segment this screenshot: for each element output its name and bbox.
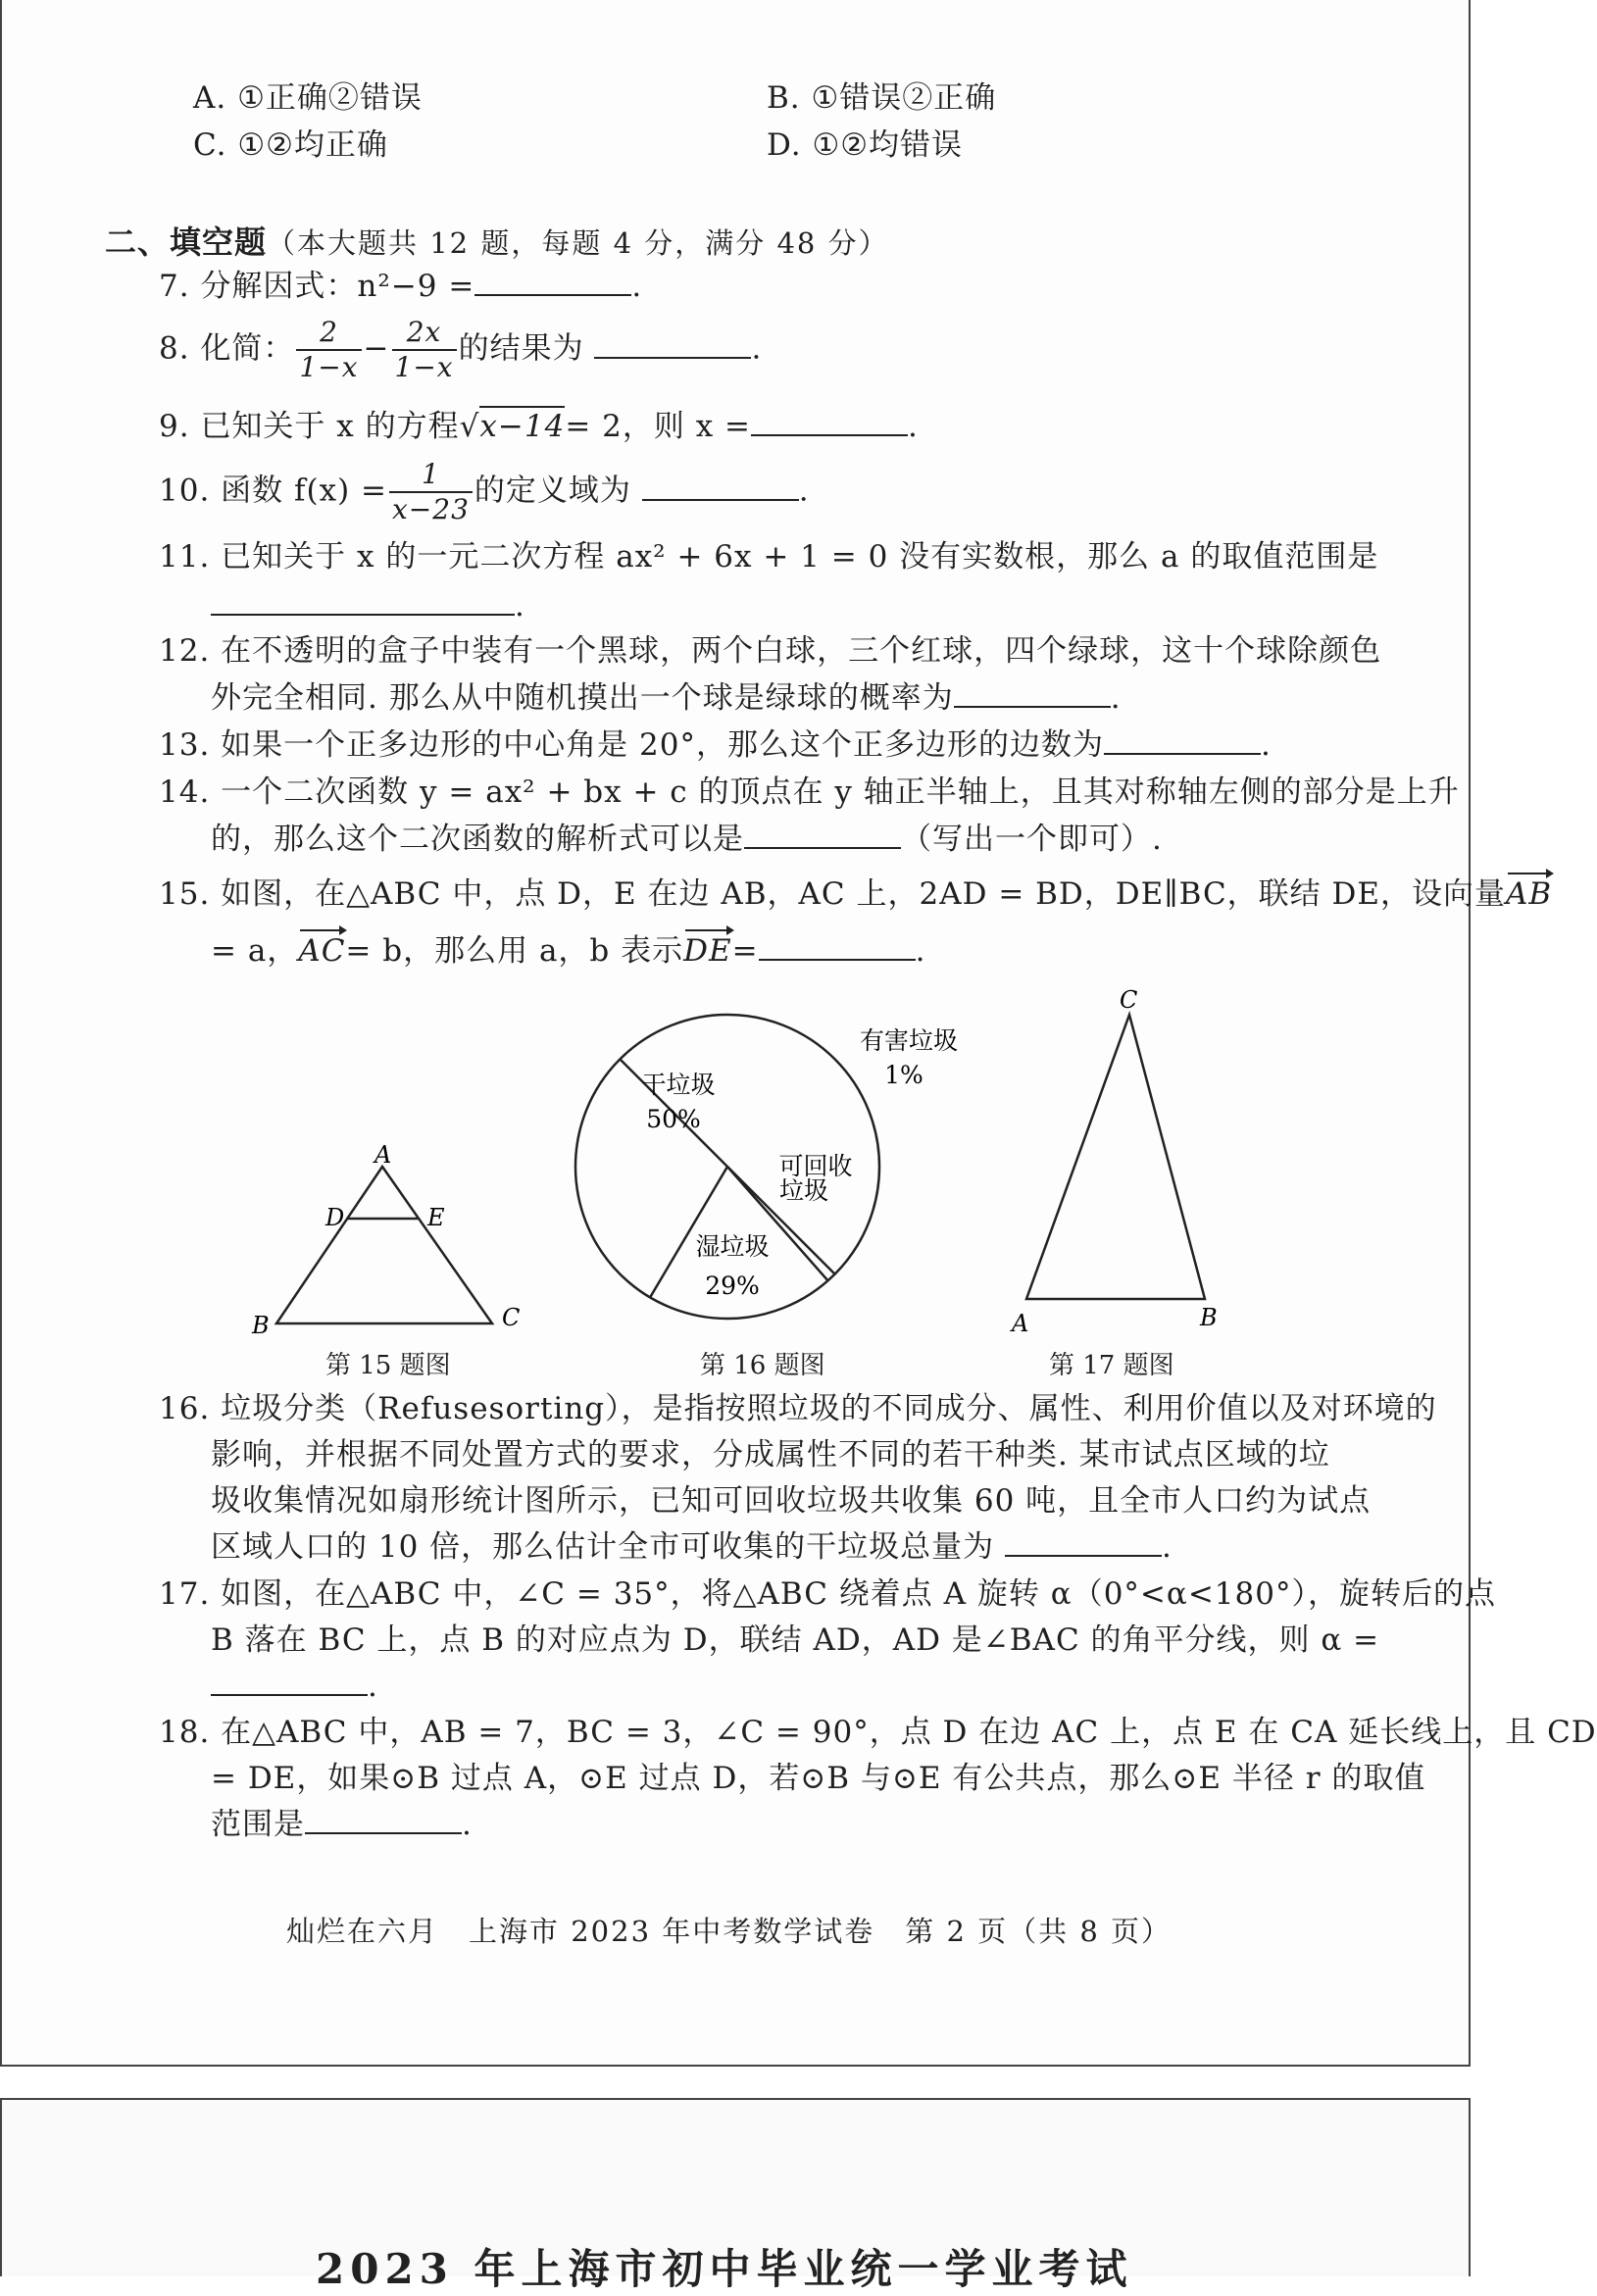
- answer-blank[interactable]: [211, 1665, 368, 1696]
- answer-blank[interactable]: [744, 818, 901, 849]
- fraction: $\frac{2x}{1-x}$: [392, 319, 457, 381]
- figure-17: [1010, 986, 1218, 1337]
- fraction: $\frac{1}{x-23}$: [389, 461, 473, 524]
- question-17: [159, 1572, 1496, 1616]
- label-b: B: [252, 1312, 270, 1339]
- question-number: 12.: [159, 633, 211, 669]
- question-9: 9. 已知关于 x 的方程√x−14= 2，则 x = .: [159, 405, 919, 448]
- question-16-line4: 区域人口的 10 倍，那么估计全市可收集的干垃圾总量为 .: [211, 1525, 1173, 1569]
- section-note: （本大题共 12 题，每题 4 分，满分 48 分）: [267, 226, 889, 260]
- label-c: C: [1120, 986, 1138, 1014]
- fraction: $\frac{2}{1-x}$: [296, 319, 361, 381]
- answer-blank[interactable]: [751, 405, 908, 436]
- question-text: 化简：: [200, 330, 295, 367]
- label-d: D: [325, 1204, 345, 1231]
- question-text: 已知关于 x 的方程: [200, 409, 460, 444]
- option-d: D. ①②均错误: [767, 127, 964, 163]
- question-18-line2: = DE，如果⊙B 过点 A，⊙E 过点 D，若⊙B 与⊙E 有公共点，那么⊙E 半径 r 的取值: [211, 1761, 1426, 1796]
- question-number: 18.: [159, 1715, 211, 1750]
- question-number: 9.: [159, 409, 190, 444]
- pie-label-dry: 干垃圾: [641, 1071, 716, 1099]
- question-text: 函数 f(x) =: [221, 473, 387, 509]
- option-c: C. ①②均正确: [193, 127, 388, 163]
- question-14-line2: 的，那么这个二次函数的解析式可以是 （写出一个即可）.: [211, 818, 1163, 861]
- question-text: 如果一个正多边形的中心角是 20°，那么这个正多边形的边数为: [221, 727, 1104, 763]
- question-18: [159, 1711, 1597, 1754]
- question-number: 13.: [159, 727, 211, 763]
- question-11: [159, 535, 1378, 578]
- question-text: 如图，在△ABC 中，∠C = 35°，将△ABC 绕着点 A 旋转 α（0°<α<180°），旋转后的点: [221, 1576, 1496, 1612]
- triangle-abc-15: [276, 1167, 492, 1323]
- pie-label-recycle-1: 可回收: [778, 1152, 853, 1180]
- q11-answer-line: .: [211, 584, 525, 627]
- section-heading: [105, 218, 889, 263]
- answer-blank[interactable]: [305, 1803, 462, 1834]
- question-number: 8.: [159, 330, 190, 367]
- vector-ac: AC: [298, 929, 345, 973]
- question-text: 在不透明的盒子中装有一个黑球，两个白球，三个红球，四个绿球，这十个球除颜色: [221, 633, 1382, 669]
- question-number: 15.: [159, 876, 211, 912]
- option-b: B. ①错误②正确: [767, 80, 997, 116]
- question-7: 7. 分解因式：n²−9 = .: [159, 265, 642, 308]
- question-15-line2: = a，AC= b，那么用 a，b 表示DE= .: [211, 929, 925, 973]
- figure-16-pie-chart: [575, 1015, 958, 1319]
- question-text: 如图，在△ABC 中，点 D，E 在边 AB，AC 上，2AD = BD，DE∥BC，联结 DE，设向量: [221, 876, 1506, 912]
- question-16-line2: 影响，并根据不同处置方式的要求，分成属性不同的若干种类. 某市试点区域的垃: [211, 1437, 1330, 1472]
- answer-blank[interactable]: [759, 929, 916, 961]
- question-16: [159, 1387, 1437, 1430]
- question-14: [159, 771, 1460, 814]
- question-12-line2: 外完全相同. 那么从中随机摸出一个球是绿球的概率为 .: [211, 676, 1122, 720]
- answer-blank[interactable]: [474, 265, 631, 296]
- label-a: A: [374, 1141, 392, 1169]
- answer-blank[interactable]: [211, 584, 515, 616]
- question-text: 已知关于 x 的一元二次方程 ax² + 6x + 1 = 0 没有实数根，那么 a 的取值范围是: [221, 539, 1379, 574]
- triangle-abc-17: [1026, 1015, 1205, 1299]
- caption-fig15: 第 15 题图: [325, 1351, 451, 1380]
- question-number: 16.: [159, 1391, 211, 1426]
- answer-blank[interactable]: [954, 676, 1111, 708]
- section-title: 二、填空题: [105, 224, 268, 261]
- question-number: 14.: [159, 774, 211, 810]
- radicand: x−14: [479, 406, 565, 444]
- question-text: 垃圾分类（Refusesorting），是指按照垃圾的不同成分、属性、利用价值以及对环境的: [221, 1391, 1437, 1426]
- next-page-fragment: [0, 2098, 1471, 2293]
- answer-blank[interactable]: [1104, 724, 1261, 755]
- vector-de: DE: [683, 929, 731, 973]
- question-text: 分解因式：n²−9 =: [200, 269, 475, 304]
- question-number: 17.: [159, 1576, 211, 1612]
- question-13: 13. 如果一个正多边形的中心角是 20°，那么这个正多边形的边数为 .: [159, 724, 1272, 767]
- figure-15: [251, 1141, 520, 1339]
- pie-label-hazard: 有害垃圾: [859, 1026, 959, 1055]
- option-a: A. ①正确②错误: [193, 80, 423, 116]
- question-number: 11.: [159, 539, 211, 574]
- pie-label-recycle-2: 垃圾: [778, 1176, 829, 1205]
- q17-answer-line: .: [211, 1665, 378, 1708]
- question-12: [159, 629, 1381, 673]
- label-b: B: [1200, 1304, 1218, 1331]
- label-e: E: [427, 1204, 445, 1231]
- question-text: 在△ABC 中，AB = 7，BC = 3，∠C = 90°，点 D 在边 AC 上，点 E 在 CA 延长线上，且 CD: [221, 1715, 1597, 1750]
- question-number: 10.: [159, 473, 211, 509]
- next-page-title: 2023 年上海市初中毕业统一学业考试: [316, 2245, 1133, 2293]
- question-18-line3: 范围是 .: [211, 1803, 473, 1846]
- question-text: 一个二次函数 y = ax² + bx + c 的顶点在 y 轴正半轴上，且其对称轴左侧的部分是上升: [221, 774, 1460, 810]
- pie-label-wet-pct: 29%: [705, 1272, 760, 1300]
- label-a: A: [1012, 1310, 1029, 1337]
- answer-blank[interactable]: [1005, 1525, 1162, 1557]
- figures-area: [2, 971, 1472, 1382]
- question-8: 8. 化简： $\frac{2}{1-x}$ − $\frac{2x}{1-x}$ 的结果为 .: [159, 316, 763, 383]
- caption-fig17: 第 17 题图: [1049, 1351, 1174, 1380]
- vector-ab: AB: [1506, 873, 1552, 916]
- question-number: 7.: [159, 269, 190, 304]
- question-15: [159, 873, 1552, 916]
- pie-label-dry-pct: 50%: [646, 1105, 701, 1133]
- label-c: C: [502, 1304, 521, 1331]
- caption-fig16: 第 16 题图: [700, 1351, 825, 1380]
- answer-blank[interactable]: [642, 470, 799, 501]
- sqrt-symbol: √: [459, 409, 480, 444]
- pie-label-hazard-pct: 1%: [884, 1061, 923, 1089]
- page-footer: 灿烂在六月 上海市 2023 年中考数学试卷 第 2 页（共 8 页）: [286, 1915, 1173, 1948]
- pie-label-wet: 湿垃圾: [695, 1232, 770, 1261]
- question-16-line3: 圾收集情况如扇形统计图所示，已知可回收垃圾共收集 60 吨，且全市人口约为试点: [211, 1483, 1372, 1519]
- answer-blank[interactable]: [594, 327, 751, 359]
- question-10: 10. 函数 f(x) = $\frac{1}{x-23}$ 的定义域为 .: [159, 458, 810, 525]
- question-17-line2: B 落在 BC 上，点 B 的对应点为 D，联结 AD，AD 是∠BAC 的角平分线，则 α =: [211, 1622, 1380, 1658]
